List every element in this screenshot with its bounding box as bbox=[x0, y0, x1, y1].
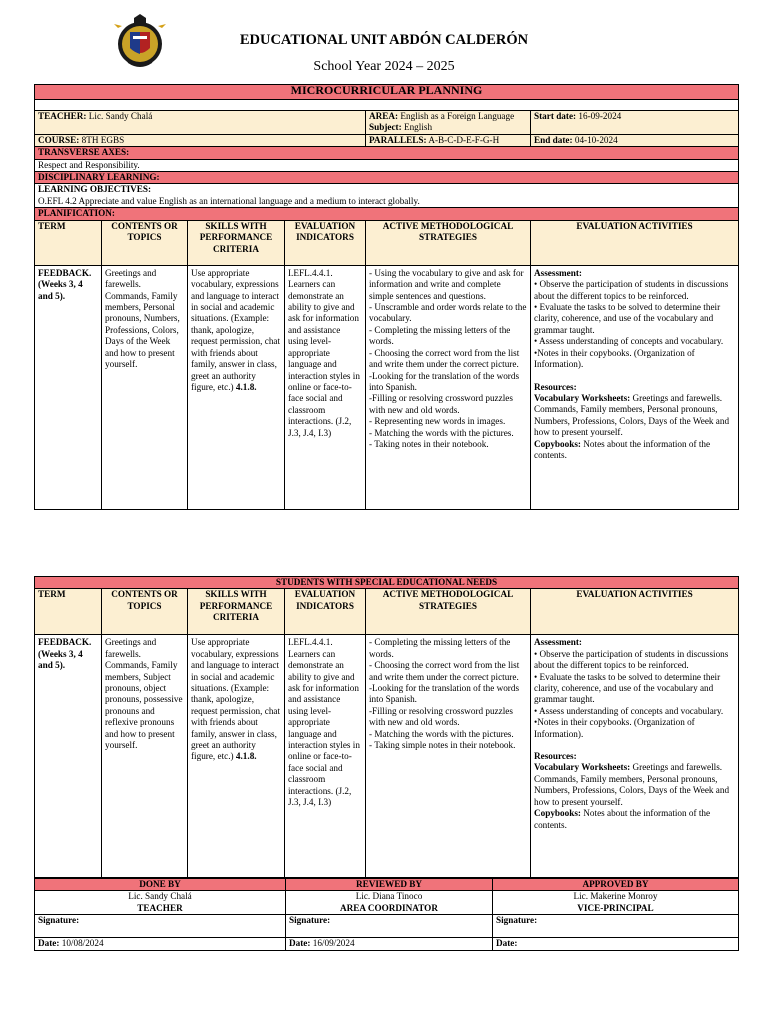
transverse-axes-header: TRANSVERSE AXES: bbox=[35, 147, 739, 159]
indicators-cell: I.EFL.4.4.1. Learners can demonstrate an ability to give and ask for information and assistance using level-appropriate language and interaction styles in online or face-to-face social and classroom interactions. (J.2, J.3, J.4, I.3) bbox=[285, 265, 366, 509]
copybooks-value: Notes about the information of the contents. bbox=[534, 438, 711, 460]
school-year: School Year 2024 – 2025 bbox=[313, 59, 455, 74]
sen-col-indicators: EVALUATION INDICATORS bbox=[285, 589, 366, 635]
col-term: TERM bbox=[35, 220, 102, 265]
assessment-item: •Notes in their copybooks. (Organization of Information). bbox=[534, 347, 695, 370]
strategy-item: - Taking notes in their notebook. bbox=[369, 438, 489, 449]
approved-by-name: Lic. Makerine Monroy bbox=[573, 891, 658, 902]
strategy-item: - Using the vocabulary to give and ask for information and write and complete simple sentences and questions. bbox=[369, 267, 524, 301]
strategy-item: - Completing the missing letters of the words. bbox=[369, 324, 511, 347]
parallels-value: A-B-C-D-E-F-G-H bbox=[428, 134, 500, 145]
assessment-item: • Observe the participation of students in discussions about the different topics to be reinforced. bbox=[534, 279, 729, 301]
sen-strategy-item: -Filling or resolving crossword puzzles with new and old words. bbox=[369, 705, 513, 728]
approved-date-cell bbox=[493, 938, 739, 951]
assessment-label: Assessment: bbox=[534, 267, 582, 278]
end-date-value: 04-10-2024 bbox=[574, 134, 618, 145]
reviewed-by-name: Lic. Diana Tinoco bbox=[355, 891, 423, 902]
sen-strategy-item: - Completing the missing letters of the words. bbox=[369, 637, 511, 659]
skills-text: Use appropriate vocabulary, expressions and language to interact in social and academic situations. (Example: thank, apologize, request permission, chat with friends about family, answer in class, greet an authority figure, etc.) bbox=[191, 267, 281, 392]
sen-term-cell: FEEDBACK. (Weeks 3, 4 and 5). bbox=[35, 635, 102, 878]
approved-signature-label: Signature: bbox=[493, 915, 739, 938]
blank-row bbox=[35, 100, 739, 111]
reviewed-by-role: AREA COORDINATOR bbox=[340, 902, 438, 913]
teacher-value: Lic. Sandy Chalá bbox=[88, 111, 153, 121]
sen-skills-cell bbox=[188, 635, 285, 878]
sen-col-activities: EVALUATION ACTIVITIES bbox=[531, 589, 739, 635]
sen-worksheets-line bbox=[534, 762, 735, 808]
sen-worksheets-label: Vocabulary Worksheets: bbox=[534, 762, 631, 773]
learning-objectives-cell bbox=[35, 184, 739, 208]
sen-assessment-item: •Notes in their copybooks. (Organization of Information). bbox=[534, 717, 695, 739]
learning-objectives-label: LEARNING OBJECTIVES: bbox=[38, 184, 152, 195]
done-by-name: Lic. Sandy Chalá bbox=[128, 891, 192, 902]
sen-worksheets-value: Greetings and farewells. Commands, Family members, Personal pronouns, Numbers, Professions, Colors, Days of the Week and how to present yourself. bbox=[534, 762, 730, 807]
done-by-role: TEACHER bbox=[137, 902, 183, 913]
course-cell bbox=[35, 134, 366, 146]
col-skills: SKILLS WITH PERFORMANCE CRITERIA bbox=[188, 220, 285, 265]
strategies-cell bbox=[366, 265, 531, 509]
start-date-label: Start date: bbox=[534, 111, 577, 121]
area-cell bbox=[366, 111, 531, 135]
strategy-item: - Representing new words in images. bbox=[369, 416, 506, 427]
planification-header: PLANIFICATION: bbox=[35, 208, 739, 220]
start-date-value: 16-09-2024 bbox=[578, 111, 622, 121]
sen-copybooks-label: Copybooks: bbox=[534, 808, 581, 819]
microcurricular-planning-table bbox=[34, 84, 739, 510]
activities-cell bbox=[531, 265, 739, 509]
sen-strategies-cell bbox=[366, 635, 531, 878]
sen-col-skills: SKILLS WITH PERFORMANCE CRITERIA bbox=[188, 589, 285, 635]
sen-skills-text: Use appropriate vocabulary, expressions and language to interact in social and academic situations. (Example: thank, apologize, request permission, chat with friends about family, answer in class, greet an authority figure, etc.) bbox=[191, 637, 281, 762]
sen-strategy-item: - Matching the words with the pictures. bbox=[369, 728, 514, 739]
signatures-table bbox=[34, 878, 739, 951]
reviewed-date-value: 16/09/2024 bbox=[312, 938, 355, 949]
school-crest-logo bbox=[112, 14, 168, 74]
worksheets-line bbox=[534, 393, 735, 439]
sen-skills-code: 4.1.8. bbox=[235, 751, 257, 762]
done-by-cell bbox=[35, 891, 286, 915]
col-strategies: ACTIVE METHODOLOGICAL STRATEGIES bbox=[366, 220, 531, 265]
done-date-label: Date: bbox=[38, 938, 60, 949]
sen-assessment-item: • Assess understanding of concepts and vocabulary. bbox=[534, 705, 724, 716]
end-date-label: End date: bbox=[534, 134, 573, 145]
reviewed-by-cell bbox=[286, 891, 493, 915]
strategy-item: -Filling or resolving crossword puzzles with new and old words. bbox=[369, 393, 513, 415]
subject-value: English bbox=[403, 122, 433, 133]
parallels-cell bbox=[366, 134, 531, 146]
sen-contents-cell: Greetings and farewells. Commands, Family members, Subject pronouns, object pronouns, possessive pronouns and reflexive pronouns and how to present yourself. bbox=[102, 635, 188, 878]
approved-by-role: VICE-PRINCIPAL bbox=[577, 902, 654, 913]
reviewed-signature-label: Signature: bbox=[286, 915, 493, 938]
teacher-label: TEACHER: bbox=[38, 111, 87, 121]
done-date-value: 10/08/2024 bbox=[61, 938, 104, 949]
done-signature-label: Signature: bbox=[35, 915, 286, 938]
col-indicators: EVALUATION INDICATORS bbox=[285, 220, 366, 265]
school-name: EDUCATIONAL UNIT ABDÓN CALDERÓN bbox=[239, 32, 529, 48]
done-date-cell bbox=[35, 938, 286, 951]
area-value: English as a Foreign Language bbox=[400, 111, 515, 121]
sen-col-strategies: ACTIVE METHODOLOGICAL STRATEGIES bbox=[366, 589, 531, 635]
sen-activities-cell bbox=[531, 635, 739, 878]
sen-strategy-item: -Looking for the translation of the words into Spanish. bbox=[369, 683, 520, 705]
course-label: COURSE: bbox=[38, 134, 80, 145]
sen-copybooks-value: Notes about the information of the contents. bbox=[534, 808, 711, 830]
planning-title: MICROCURRICULAR PLANNING bbox=[35, 85, 739, 100]
strategy-item: - Choosing the correct word from the list and write them under the correct picture. bbox=[369, 347, 520, 370]
strategy-item: - Matching the words with the pictures. bbox=[369, 427, 514, 438]
sen-strategy-item: - Taking simple notes in their notebook. bbox=[369, 740, 516, 751]
col-activities: EVALUATION ACTIVITIES bbox=[531, 220, 739, 265]
assessment-item: • Evaluate the tasks to be solved to determine their clarity, coherence, and use of the vocabulary and grammar taught. bbox=[534, 302, 721, 335]
term-cell: FEEDBACK. (Weeks 3, 4 and 5). bbox=[35, 265, 102, 509]
strategy-item: -Looking for the translation of the words into Spanish. bbox=[369, 370, 520, 392]
col-contents: CONTENTS OR TOPICS bbox=[102, 220, 188, 265]
sen-assessment-item: • Evaluate the tasks to be solved to determine their clarity, coherence, and use of the vocabulary and grammar taught. bbox=[534, 671, 721, 705]
subject-label: Subject: bbox=[369, 122, 402, 133]
skills-cell bbox=[188, 265, 285, 509]
parallels-label: PARALLELS: bbox=[369, 134, 427, 145]
worksheets-label: Vocabulary Worksheets: bbox=[534, 392, 631, 403]
sen-col-contents: CONTENTS OR TOPICS bbox=[102, 589, 188, 635]
strategy-item: - Unscramble and order words relate to the vocabulary. bbox=[369, 302, 527, 324]
skills-code: 4.1.8. bbox=[235, 381, 257, 392]
sen-indicators-cell: I.EFL.4.4.1. Learners can demonstrate an ability to give and ask for information and assistance using level-appropriate language and interaction styles in online or face-to-face social and classroom interactions. (J.2, J.3, J.4, I.3) bbox=[285, 635, 366, 878]
contents-cell: Greetings and farewells. Commands, Family members, Personal pronouns, Numbers, Professions, Colors, Days of the Week and how to present yourself. bbox=[102, 265, 188, 509]
transverse-axes-value: Respect and Responsibility. bbox=[35, 159, 739, 171]
copybooks-line bbox=[534, 439, 735, 462]
approved-date-label: Date: bbox=[496, 938, 518, 949]
sen-strategy-item: - Choosing the correct word from the list and write them under the correct picture. bbox=[369, 660, 520, 682]
teacher-cell bbox=[35, 111, 366, 135]
learning-objectives-value: O.EFL 4.2 Appreciate and value English as an international language and a medium to interact globally. bbox=[38, 195, 420, 206]
reviewed-date-label: Date: bbox=[289, 938, 311, 949]
end-date-cell bbox=[531, 134, 739, 146]
sen-title: STUDENTS WITH SPECIAL EDUCATIONAL NEEDS bbox=[35, 577, 739, 589]
sen-col-term: TERM bbox=[35, 589, 102, 635]
start-date-cell bbox=[531, 111, 739, 135]
reviewed-date-cell bbox=[286, 938, 493, 951]
sen-assessment-item: • Observe the participation of students in discussions about the different topics to be reinforced. bbox=[534, 648, 729, 671]
copybooks-label: Copybooks: bbox=[534, 438, 581, 449]
course-value: 8TH EGBS bbox=[81, 134, 125, 145]
reviewed-by-header: REVIEWED BY bbox=[286, 879, 493, 891]
sen-resources-label: Resources: bbox=[534, 751, 577, 762]
sen-planning-table bbox=[34, 576, 739, 878]
sen-copybooks-line bbox=[534, 808, 735, 831]
sen-assessment-label: Assessment: bbox=[534, 637, 582, 648]
approved-by-cell bbox=[493, 891, 739, 915]
area-label: AREA: bbox=[369, 111, 399, 121]
approved-by-header: APPROVED BY bbox=[493, 879, 739, 891]
done-by-header: DONE BY bbox=[35, 879, 286, 891]
resources-label: Resources: bbox=[534, 381, 577, 392]
worksheets-value: Greetings and farewells. Commands, Family members, Personal pronouns, Numbers, Professions, Colors, Days of the Week and how to present yourself. bbox=[534, 392, 730, 438]
assessment-item: • Assess understanding of concepts and vocabulary. bbox=[534, 336, 724, 347]
disciplinary-learning-header: DISCIPLINARY LEARNING: bbox=[35, 172, 739, 184]
